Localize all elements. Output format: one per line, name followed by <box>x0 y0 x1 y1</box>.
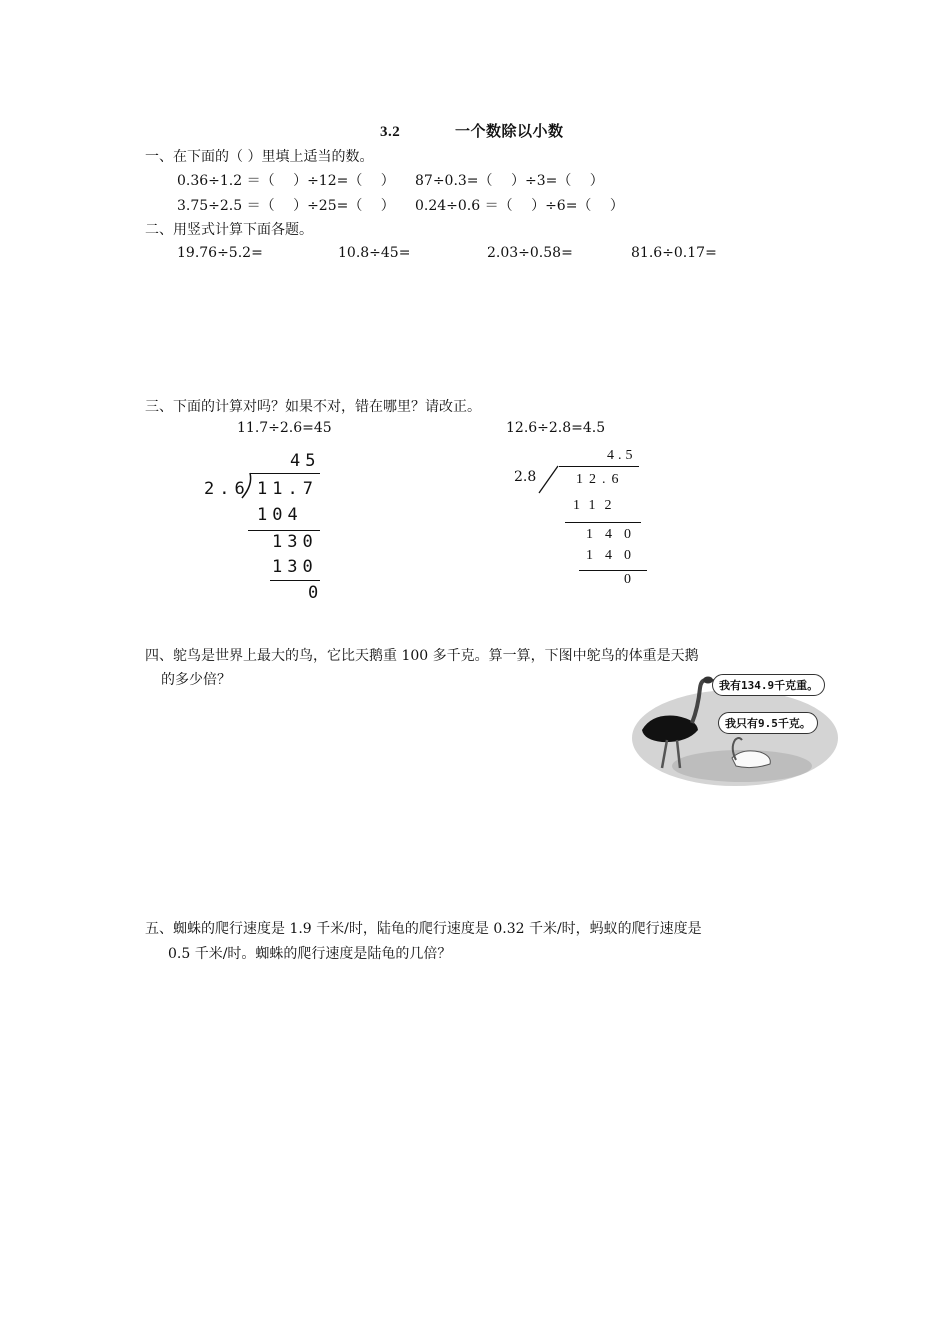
swan-speech-bubble: 我只有9.5千克。 <box>718 712 818 734</box>
title-number: 3.2 <box>380 124 401 140</box>
section1-row1-left: 0.36÷1.2 ＝（ ）÷12=（ ） <box>177 173 395 189</box>
section1-row2-left: 3.75÷2.5 ＝（ ）÷25=（ ） <box>177 198 395 214</box>
section2-problem-4: 81.6÷0.17= <box>631 245 717 261</box>
ld-left-vinculum <box>250 473 320 474</box>
ostrich-swan-illustration <box>632 668 838 790</box>
ld-left-dividend: 11.7 <box>257 479 318 499</box>
ld-left-quotient: 45 <box>290 451 321 471</box>
section1-row1-right: 87÷0.3=（ ）÷3=（ ） <box>415 173 604 189</box>
ld-right-remainder: 0 <box>624 572 637 587</box>
ld-right-step3: 140 <box>586 548 643 563</box>
ld-left-remainder: 0 <box>308 583 324 603</box>
section3-left-equation: 11.7÷2.6=45 <box>237 420 332 436</box>
ld-left-line2 <box>270 580 320 581</box>
section2-problem-1: 19.76÷5.2= <box>177 245 263 261</box>
ld-left-line1 <box>248 530 320 531</box>
title-text: 一个数除以小数 <box>455 122 564 140</box>
section2-heading: 二、用竖式计算下面各题。 <box>145 222 313 238</box>
ld-right-step1: 112 <box>573 498 621 513</box>
ostrich-speech-bubble: 我有134.9千克重。 <box>712 674 825 696</box>
ld-right-line2 <box>579 570 647 571</box>
section1-heading: 一、在下面的（ ）里填上适当的数。 <box>145 149 374 165</box>
ld-left-divisor: 2.6 <box>204 479 250 499</box>
section1-row2-right: 0.24÷0.6 ＝（ ）÷6=（ ） <box>415 198 624 214</box>
ld-right-vinculum <box>559 466 639 467</box>
ld-right-line1 <box>565 522 641 523</box>
section4-line1: 四、鸵鸟是世界上最大的鸟，它比天鹅重 100 多千克。算一算，下图中鸵鸟的体重是天鹅 <box>145 648 699 664</box>
ld-left-step3: 130 <box>272 557 318 577</box>
section4-line2: 的多少倍？ <box>161 672 231 688</box>
ld-right-dividend: 12.6 <box>576 472 625 487</box>
section3-right-equation: 12.6÷2.8=4.5 <box>506 420 606 436</box>
ld-right-bracket <box>536 465 560 495</box>
section5-line1: 五、蜘蛛的爬行速度是 1.9 千米/时，陆龟的爬行速度是 0.32 千米/时，蚂蚁的爬行速度是 <box>145 921 702 937</box>
section5-line2: 0.5 千米/时。蜘蛛的爬行速度是陆龟的几倍？ <box>168 946 452 962</box>
ld-left-step1: 104 <box>257 505 303 525</box>
section2-problem-3: 2.03÷0.58= <box>487 245 573 261</box>
ld-right-divisor: 2.8 <box>514 469 537 485</box>
ld-right-quotient: 4.5 <box>607 448 637 463</box>
page-title <box>380 120 564 141</box>
section2-problem-2: 10.8÷45= <box>338 245 411 261</box>
ld-left-step2: 130 <box>272 532 318 552</box>
ld-right-step2: 140 <box>586 527 643 542</box>
section3-heading: 三、下面的计算对吗？如果不对，错在哪里？请改正。 <box>145 399 481 415</box>
